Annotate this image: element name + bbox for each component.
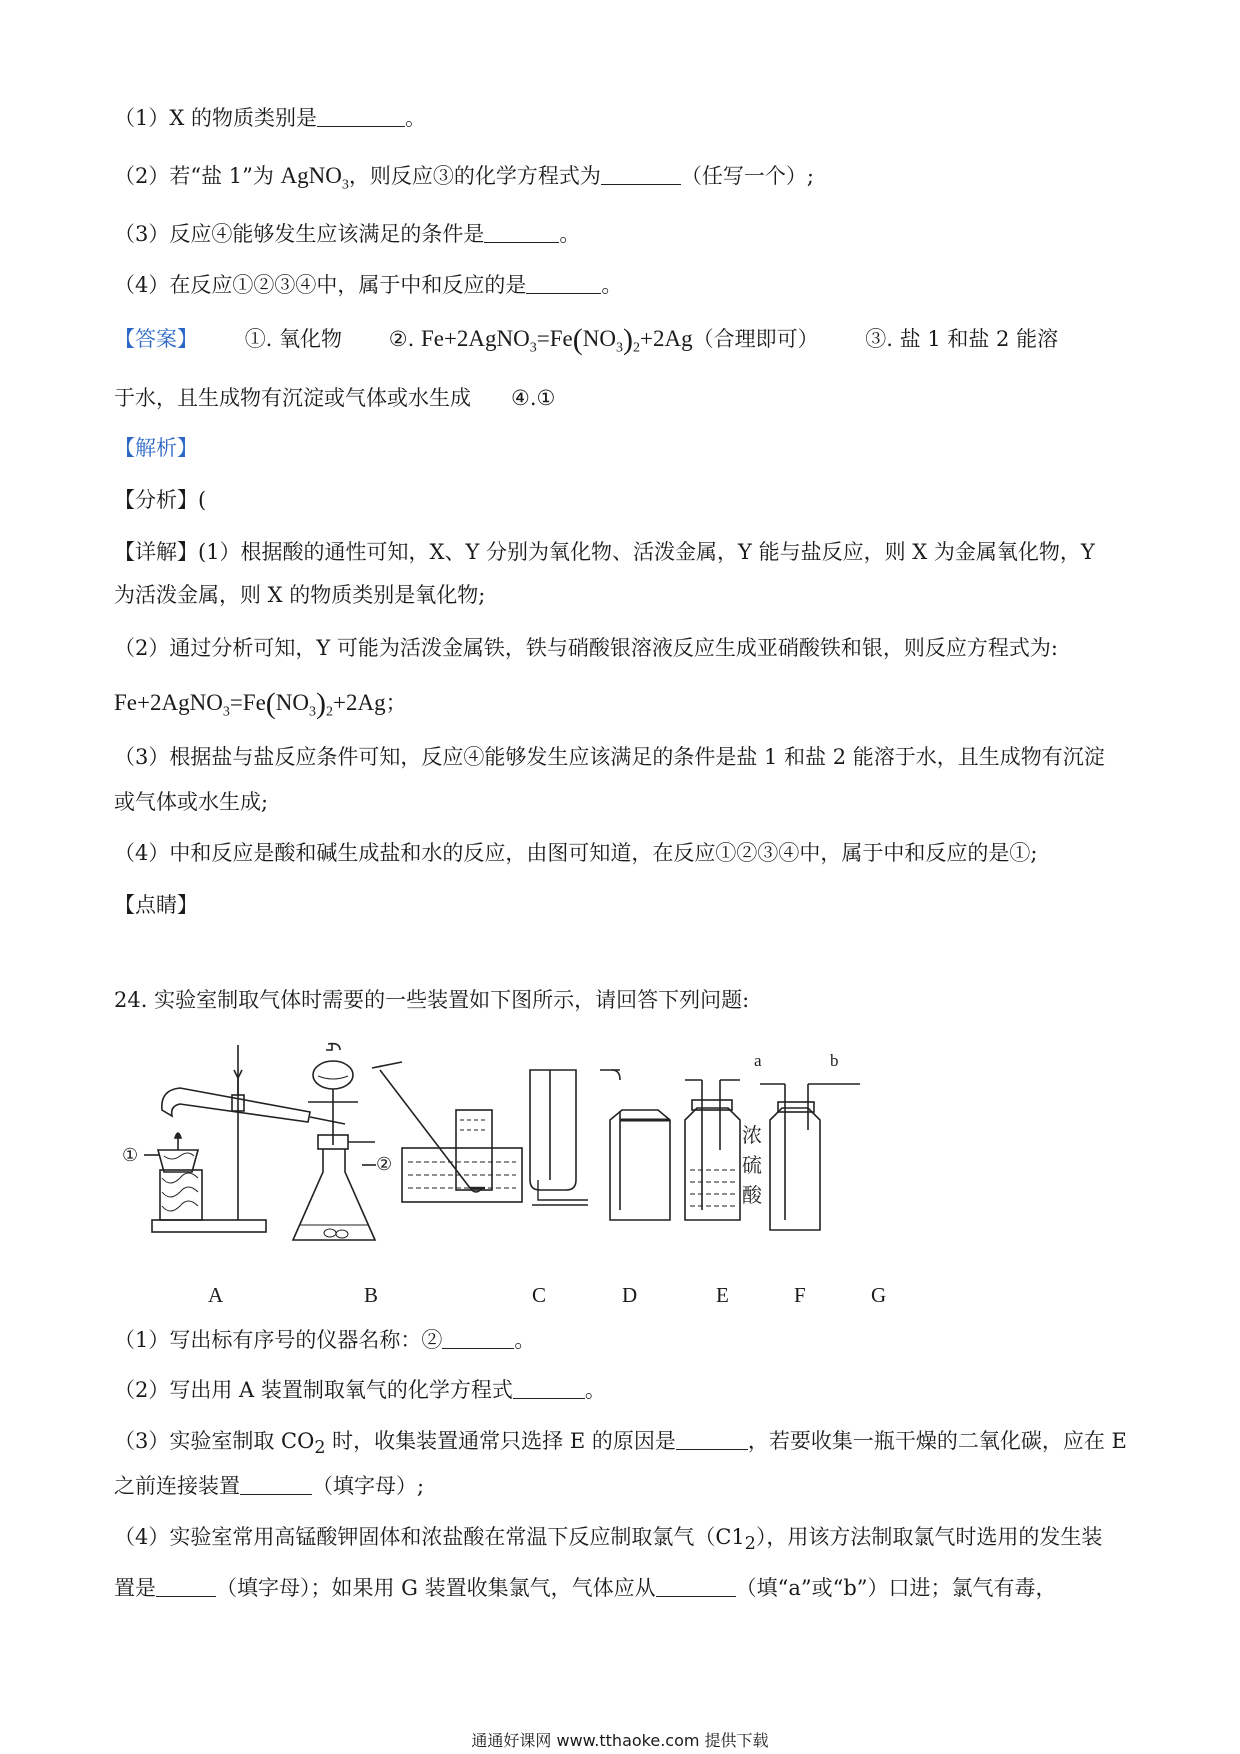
dianjing-tag: 【点睛】 xyxy=(114,893,198,917)
detail-3-line-1: （3）根据盐与盐反应条件可知，反应④能够发生应该满足的条件是盐 1 和盐 2 能溶于水，且生成物有沉淀 xyxy=(114,745,1105,769)
apparatus-g xyxy=(760,1084,860,1230)
port-a-label: a xyxy=(754,1051,762,1070)
fenxi-tag: 【分析】( xyxy=(114,488,207,512)
apparatus-c xyxy=(372,1062,522,1202)
answer-tag: 【答案】 xyxy=(114,327,198,351)
q24-sub3-line-1: （3）实验室制取 $CO_2$ 时，收集装置通常只选择 E 的原因是 ，若要收集一瓶干燥的二氧化碳，应在 E xyxy=(114,1429,1127,1459)
answer-line-1: 【答案】 ①. 氧化物 ②. $Fe+2AgNO_3=Fe(NO_3)_2+2Ag$（合理即可） ③. 盐 1 和盐 2 能溶 xyxy=(114,323,1059,356)
detail-4: （4）中和反应是酸和碱生成盐和水的反应，由图可知道，在反应①②③④中，属于中和反应的是①; xyxy=(114,841,1038,865)
fig-label-f: F xyxy=(794,1283,806,1307)
apparatus-e xyxy=(600,1070,670,1220)
fig-label-g: G xyxy=(871,1283,887,1307)
fig-label-e: E xyxy=(716,1283,729,1307)
label-circle-2: ② xyxy=(376,1154,393,1175)
q24-sub3-line-2: 之前连接装置 （填字母）; xyxy=(114,1474,425,1498)
q24-sub1: （1）写出标有序号的仪器名称：② 。 xyxy=(114,1328,536,1352)
fig-label-b: B xyxy=(364,1283,379,1307)
q23-sub4: （4）在反应①②③④中，属于中和反应的是 。 xyxy=(114,273,623,297)
q24-sub4-line-1: （4）实验室常用高锰酸钾固体和浓盐酸在常温下反应制取氯气$(C1_2)$，用该方法制取氯气时选用的发生装 xyxy=(114,1525,1103,1555)
detail-2-line-1: （2）通过分析可知，Y 可能为活泼金属铁，铁与硝酸银溶液反应生成亚硝酸铁和银，则反应方程式为: xyxy=(114,636,1058,660)
detail-1-line-1: 【详解】(1）根据酸的通性可知，X、Y 分别为氧化物、活泼金属，Y 能与盐反应，则 X 为金属氧化物，Y xyxy=(114,540,1095,564)
acid-char-3: 酸 xyxy=(742,1183,762,1207)
fig-label-c: C xyxy=(532,1283,547,1307)
port-b-label: b xyxy=(830,1051,839,1070)
detail-2-equation: $Fe+2AgNO_3=Fe(NO_3)_2+2Ag$； xyxy=(114,687,407,720)
apparatus-a xyxy=(152,1045,345,1232)
label-circle-1: ① xyxy=(122,1145,139,1166)
detail-3-line-2: 或气体或水生成; xyxy=(114,790,269,814)
fig-label-d: D xyxy=(622,1283,638,1307)
q23-sub1: （1）X 的物质类别是 。 xyxy=(114,106,426,130)
q24-title: 24. 实验室制取气体时需要的一些装置如下图所示，请回答下列问题: xyxy=(114,988,750,1012)
q23-sub2: （2）若“盐 1”为 AgNO$_3$，则反应③的化学方程式为 （任写一个）; xyxy=(114,163,814,193)
apparatus-b xyxy=(293,1044,375,1240)
answer-line-2: 于水，且生成物有沉淀或气体或水生成 ④.① xyxy=(114,386,556,410)
apparatus-d xyxy=(530,1070,588,1205)
analysis-tag: 【解析】 xyxy=(114,436,198,460)
lab-apparatus-figure xyxy=(122,1040,960,1280)
acid-char-1: 浓 xyxy=(742,1123,762,1147)
acid-char-2: 硫 xyxy=(742,1153,762,1177)
q24-sub2: （2）写出用 A 装置制取氧气的化学方程式 。 xyxy=(114,1378,606,1402)
answer-equation: $Fe+2AgNO_3=Fe(NO_3)_2+2Ag$ xyxy=(420,323,693,356)
fig-label-a: A xyxy=(208,1283,224,1307)
apparatus-f xyxy=(685,1080,740,1220)
q24-sub4-line-2: 置是 （填字母）；如果用 G 装置收集氯气，气体应从 （填“a”或“b”）口进；氯气有毒， xyxy=(114,1576,1057,1600)
q23-sub3: （3）反应④能够发生应该满足的条件是 。 xyxy=(114,222,581,246)
footer-watermark: 通通好课网 www.tthaoke.com 提供下载 xyxy=(471,1731,769,1750)
detail-1-line-2: 为活泼金属，则 X 的物质类别是氧化物; xyxy=(114,583,486,607)
